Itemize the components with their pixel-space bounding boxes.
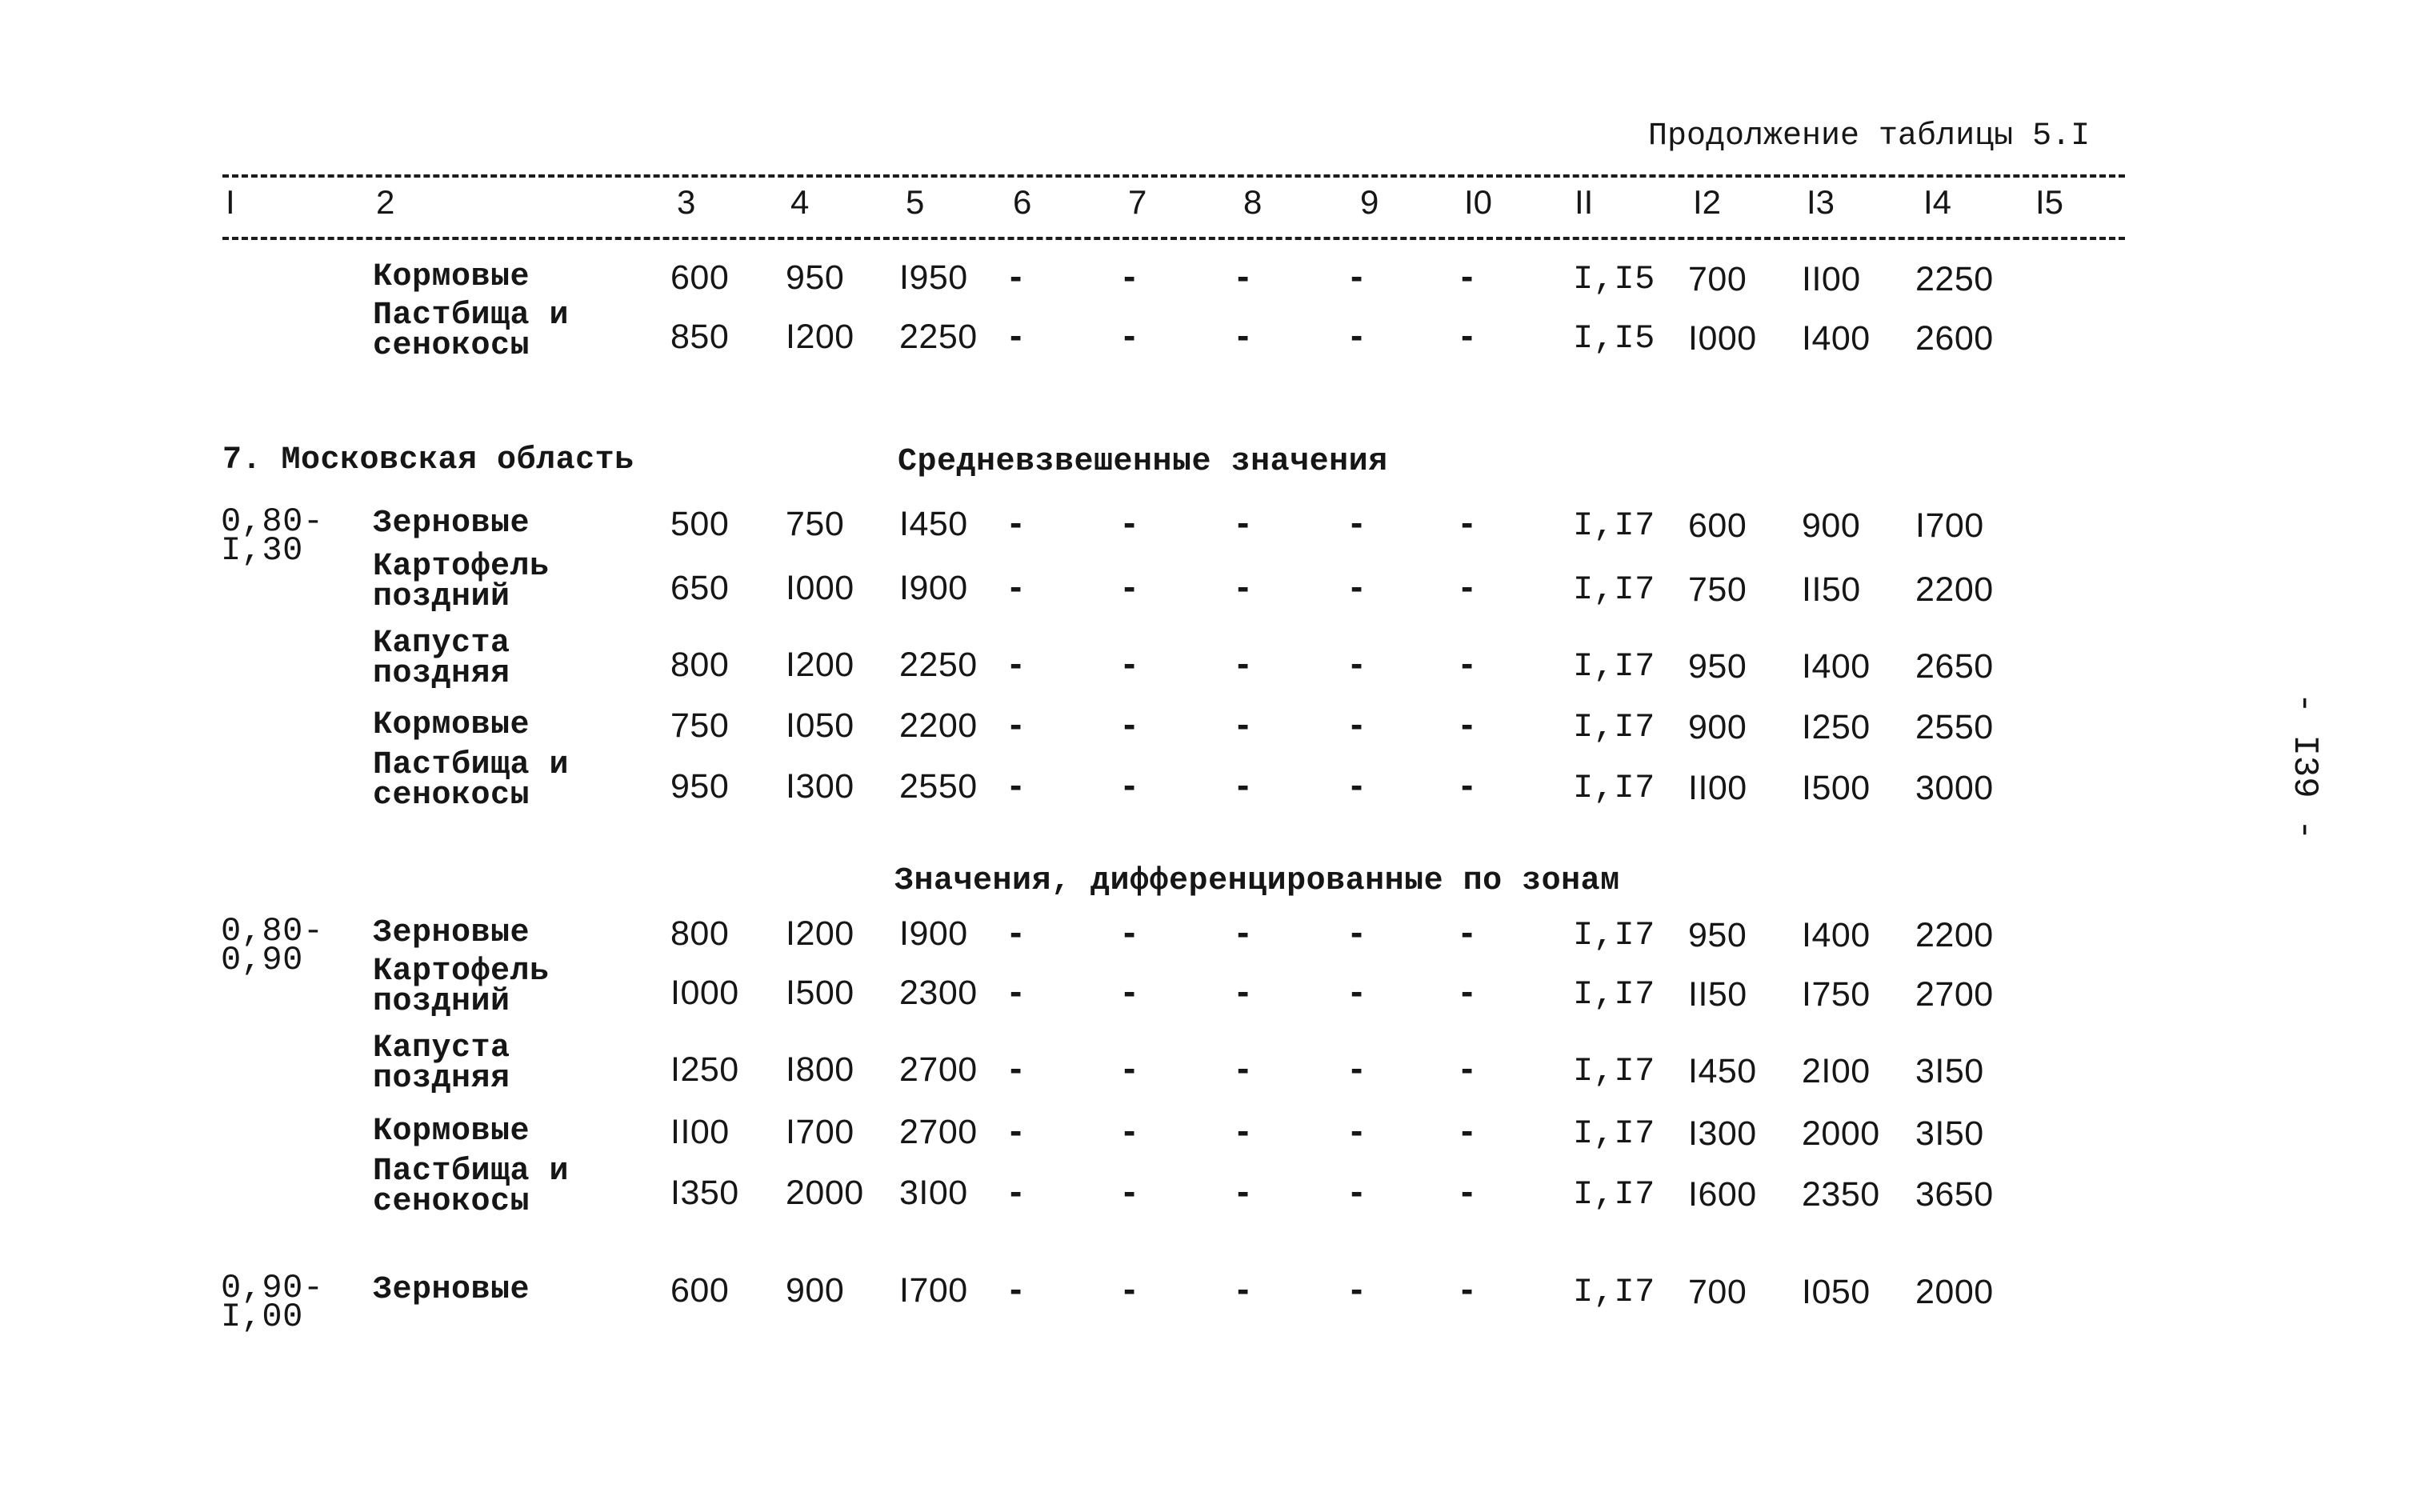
value-v13: I500 — [1802, 769, 1871, 807]
value-v5: I900 — [899, 914, 968, 953]
empty-dash-col-9: - — [1351, 1170, 1363, 1212]
empty-dash-col-9: - — [1351, 1110, 1363, 1151]
empty-dash-col-7: - — [1123, 911, 1136, 953]
empty-dash-col-8: - — [1237, 970, 1250, 1012]
crop-name: Пастбища и сенокосы — [373, 747, 570, 814]
empty-dash-col-6: - — [1010, 1047, 1022, 1089]
zone-range: 0,80- I,30 — [221, 502, 324, 570]
column-header-5: 5 — [906, 183, 925, 221]
empty-dash-col-8: - — [1237, 764, 1250, 806]
value-v4: I200 — [786, 646, 854, 684]
section-title-weighted: Средневзвешенные значения — [898, 444, 1388, 480]
value-v13: 2000 — [1802, 1114, 1880, 1153]
empty-dash-col-6: - — [1010, 970, 1022, 1012]
value-v13: II50 — [1802, 570, 1861, 609]
value-v12: 950 — [1688, 647, 1747, 686]
coefficient: I,I7 — [1573, 708, 1655, 746]
value-v14: I700 — [1915, 506, 1984, 545]
crop-name: Пастбища и сенокосы — [373, 1154, 570, 1220]
coefficient: I,I7 — [1573, 647, 1655, 686]
value-v3: II00 — [670, 1113, 730, 1151]
crop-name: Кормовые — [373, 707, 530, 743]
coefficient: I,I7 — [1573, 769, 1655, 807]
empty-dash-col-7: - — [1123, 642, 1136, 684]
crop-name: Пастбища и сенокосы — [373, 298, 570, 364]
empty-dash-col-7: - — [1123, 1268, 1136, 1310]
header-bottom-rule — [222, 237, 2125, 240]
value-v13: I250 — [1802, 708, 1871, 746]
column-header-14: I4 — [1923, 183, 1952, 221]
empty-dash-col-9: - — [1351, 502, 1363, 543]
empty-dash-col-9: - — [1351, 1268, 1363, 1310]
value-v12: I450 — [1688, 1052, 1757, 1090]
value-v12: I300 — [1688, 1114, 1757, 1153]
crop-name: Капуста поздняя — [373, 626, 510, 692]
crop-name: Картофель поздний — [373, 549, 550, 615]
value-v13: I400 — [1802, 647, 1871, 686]
empty-dash-col-8: - — [1237, 703, 1250, 745]
column-header-1: I — [226, 183, 235, 221]
value-v4: 750 — [786, 505, 845, 543]
value-v5: 2300 — [899, 974, 978, 1012]
empty-dash-col-6: - — [1010, 255, 1022, 297]
coefficient: I,I7 — [1573, 1114, 1655, 1153]
empty-dash-col-9: - — [1351, 566, 1363, 607]
value-v5: 2700 — [899, 1113, 978, 1151]
column-header-7: 7 — [1128, 183, 1147, 221]
column-header-6: 6 — [1013, 183, 1032, 221]
empty-dash-col-7: - — [1123, 970, 1136, 1012]
table-caption: Продолжение таблицы 5.I — [1648, 118, 2091, 154]
column-header-3: 3 — [677, 183, 696, 221]
value-v3: 600 — [670, 1271, 730, 1310]
empty-dash-col-10: - — [1461, 1047, 1474, 1089]
value-v3: 600 — [670, 258, 730, 297]
value-v13: 900 — [1802, 506, 1861, 545]
empty-dash-col-6: - — [1010, 703, 1022, 745]
empty-dash-col-7: - — [1123, 1170, 1136, 1212]
crop-name: Зерновые — [373, 506, 530, 542]
empty-dash-col-6: - — [1010, 764, 1022, 806]
value-v3: 500 — [670, 505, 730, 543]
empty-dash-col-7: - — [1123, 502, 1136, 543]
empty-dash-col-10: - — [1461, 255, 1474, 297]
value-v13: I400 — [1802, 916, 1871, 954]
empty-dash-col-10: - — [1461, 1170, 1474, 1212]
column-header-4: 4 — [790, 183, 810, 221]
value-v3: 750 — [670, 706, 730, 745]
value-v14: 2200 — [1915, 570, 1994, 609]
value-v5: I950 — [899, 258, 968, 297]
empty-dash-col-6: - — [1010, 1110, 1022, 1151]
empty-dash-col-9: - — [1351, 703, 1363, 745]
value-v12: I600 — [1688, 1175, 1757, 1214]
value-v3: I350 — [670, 1174, 739, 1212]
empty-dash-col-8: - — [1237, 1170, 1250, 1212]
section-title-zones: Значения, дифференцированные по зонам — [894, 863, 1620, 899]
empty-dash-col-9: - — [1351, 911, 1363, 953]
value-v4: I050 — [786, 706, 854, 745]
crop-name: Кормовые — [373, 259, 530, 295]
zone-range: 0,80- 0,90 — [221, 912, 324, 979]
empty-dash-col-6: - — [1010, 1170, 1022, 1212]
column-header-2: 2 — [376, 183, 395, 221]
value-v4: I200 — [786, 914, 854, 953]
coefficient: I,I7 — [1573, 975, 1655, 1014]
crop-name: Зерновые — [373, 1272, 530, 1308]
empty-dash-col-10: - — [1461, 566, 1474, 607]
coefficient: I,I5 — [1573, 319, 1655, 358]
value-v4: 900 — [786, 1271, 845, 1310]
value-v13: 2I00 — [1802, 1052, 1871, 1090]
value-v5: 2250 — [899, 318, 978, 356]
crop-name: Капуста поздняя — [373, 1030, 510, 1097]
empty-dash-col-10: - — [1461, 502, 1474, 543]
column-header-10: I0 — [1464, 183, 1493, 221]
value-v3: 850 — [670, 318, 730, 356]
value-v4: I200 — [786, 318, 854, 356]
empty-dash-col-7: - — [1123, 1110, 1136, 1151]
value-v4: I800 — [786, 1050, 854, 1089]
value-v14: 2550 — [1915, 708, 1994, 746]
zone-range: 0,90- I,00 — [221, 1269, 324, 1336]
empty-dash-col-8: - — [1237, 1047, 1250, 1089]
value-v3: I000 — [670, 974, 739, 1012]
value-v12: 700 — [1688, 260, 1747, 298]
value-v12: I000 — [1688, 319, 1757, 358]
column-header-13: I3 — [1807, 183, 1835, 221]
value-v13: II00 — [1802, 260, 1861, 298]
value-v5: I900 — [899, 569, 968, 607]
value-v12: 950 — [1688, 916, 1747, 954]
column-header-15: I5 — [2035, 183, 2064, 221]
value-v14: 3I50 — [1915, 1114, 1984, 1153]
empty-dash-col-9: - — [1351, 764, 1363, 806]
value-v14: 2200 — [1915, 916, 1994, 954]
empty-dash-col-8: - — [1237, 911, 1250, 953]
page-number: - I39 - — [2284, 692, 2324, 841]
value-v3: 800 — [670, 914, 730, 953]
coefficient: I,I7 — [1573, 916, 1655, 954]
value-v13: I050 — [1802, 1273, 1871, 1311]
empty-dash-col-9: - — [1351, 970, 1363, 1012]
coefficient: I,I7 — [1573, 1273, 1655, 1311]
value-v12: 700 — [1688, 1273, 1747, 1311]
value-v3: I250 — [670, 1050, 739, 1089]
value-v4: I300 — [786, 767, 854, 806]
value-v12: 600 — [1688, 506, 1747, 545]
empty-dash-col-6: - — [1010, 502, 1022, 543]
empty-dash-col-7: - — [1123, 314, 1136, 356]
empty-dash-col-10: - — [1461, 911, 1474, 953]
coefficient: I,I7 — [1573, 1052, 1655, 1090]
value-v13: I400 — [1802, 319, 1871, 358]
value-v14: 2250 — [1915, 260, 1994, 298]
coefficient: I,I7 — [1573, 1175, 1655, 1214]
value-v13: I750 — [1802, 975, 1871, 1014]
value-v4: 2000 — [786, 1174, 864, 1212]
empty-dash-col-10: - — [1461, 970, 1474, 1012]
crop-name: Кормовые — [373, 1114, 530, 1150]
column-header-9: 9 — [1360, 183, 1379, 221]
header-top-rule — [222, 174, 2125, 178]
empty-dash-col-10: - — [1461, 703, 1474, 745]
empty-dash-col-6: - — [1010, 911, 1022, 953]
empty-dash-col-10: - — [1461, 1268, 1474, 1310]
empty-dash-col-6: - — [1010, 642, 1022, 684]
empty-dash-col-8: - — [1237, 642, 1250, 684]
empty-dash-col-7: - — [1123, 764, 1136, 806]
empty-dash-col-6: - — [1010, 566, 1022, 607]
empty-dash-col-8: - — [1237, 255, 1250, 297]
empty-dash-col-7: - — [1123, 703, 1136, 745]
value-v14: 3000 — [1915, 769, 1994, 807]
value-v12: II00 — [1688, 769, 1747, 807]
value-v4: I700 — [786, 1113, 854, 1151]
empty-dash-col-10: - — [1461, 642, 1474, 684]
empty-dash-col-9: - — [1351, 314, 1363, 356]
empty-dash-col-7: - — [1123, 255, 1136, 297]
value-v3: 800 — [670, 646, 730, 684]
crop-name: Картофель поздний — [373, 954, 550, 1020]
value-v4: I000 — [786, 569, 854, 607]
coefficient: I,I7 — [1573, 506, 1655, 545]
coefficient: I,I5 — [1573, 260, 1655, 298]
value-v4: I500 — [786, 974, 854, 1012]
value-v14: 2600 — [1915, 319, 1994, 358]
value-v5: 2550 — [899, 767, 978, 806]
value-v14: 3650 — [1915, 1175, 1994, 1214]
region-title: 7. Московская область — [222, 442, 634, 478]
value-v5: I450 — [899, 505, 968, 543]
empty-dash-col-9: - — [1351, 255, 1363, 297]
column-header-12: I2 — [1693, 183, 1722, 221]
empty-dash-col-8: - — [1237, 1268, 1250, 1310]
empty-dash-col-8: - — [1237, 1110, 1250, 1151]
empty-dash-col-10: - — [1461, 1110, 1474, 1151]
empty-dash-col-8: - — [1237, 314, 1250, 356]
value-v14: 3I50 — [1915, 1052, 1984, 1090]
value-v12: 750 — [1688, 570, 1747, 609]
empty-dash-col-10: - — [1461, 314, 1474, 356]
column-header-8: 8 — [1243, 183, 1263, 221]
value-v14: 2000 — [1915, 1273, 1994, 1311]
column-header-11: II — [1575, 183, 1594, 221]
value-v3: 650 — [670, 569, 730, 607]
value-v4: 950 — [786, 258, 845, 297]
crop-name: Зерновые — [373, 915, 530, 951]
empty-dash-col-8: - — [1237, 566, 1250, 607]
empty-dash-col-10: - — [1461, 764, 1474, 806]
value-v5: I700 — [899, 1271, 968, 1310]
value-v14: 2650 — [1915, 647, 1994, 686]
empty-dash-col-9: - — [1351, 642, 1363, 684]
value-v12: II50 — [1688, 975, 1747, 1014]
value-v5: 2250 — [899, 646, 978, 684]
value-v5: 2700 — [899, 1050, 978, 1089]
value-v5: 2200 — [899, 706, 978, 745]
empty-dash-col-6: - — [1010, 314, 1022, 356]
empty-dash-col-8: - — [1237, 502, 1250, 543]
value-v14: 2700 — [1915, 975, 1994, 1014]
empty-dash-col-7: - — [1123, 1047, 1136, 1089]
empty-dash-col-7: - — [1123, 566, 1136, 607]
value-v12: 900 — [1688, 708, 1747, 746]
coefficient: I,I7 — [1573, 570, 1655, 609]
empty-dash-col-9: - — [1351, 1047, 1363, 1089]
value-v3: 950 — [670, 767, 730, 806]
empty-dash-col-6: - — [1010, 1268, 1022, 1310]
value-v13: 2350 — [1802, 1175, 1880, 1214]
value-v5: 3I00 — [899, 1174, 968, 1212]
